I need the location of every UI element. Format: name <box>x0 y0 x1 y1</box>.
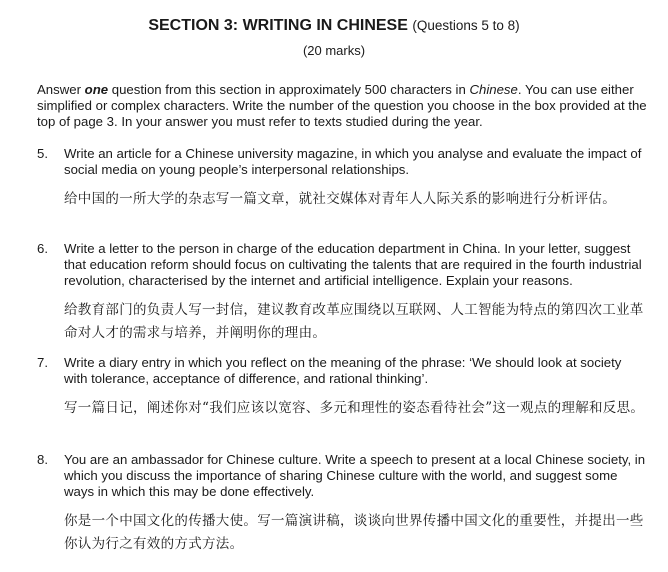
question-english-text: Write a diary entry in which you reflect on the meaning of the phrase: ‘We should look at society with tolerance, acceptance of difference, and rational thinking’. <box>64 355 622 386</box>
question-number: 8. <box>37 452 48 467</box>
question-chinese-text: 写一篇日记，阐述你对“我们应该以宽容、多元和理性的姿态看待社会”这一观点的理解和反思。 <box>64 400 645 416</box>
section-heading <box>0 16 668 36</box>
question-number: 5. <box>37 146 48 161</box>
section-instructions <box>37 82 647 130</box>
question-number: 7. <box>37 355 48 370</box>
instructions-text-2: question from this section in approximately 500 characters in <box>108 82 470 97</box>
question-7 <box>37 355 647 420</box>
question-chinese-text: 你是一个中国文化的传播大使。写一篇演讲稿，谈谈向世界传播中国文化的重要性，并提出一些你认为行之有效的方式方法。 <box>64 513 644 552</box>
instructions-language: Chinese <box>469 82 518 97</box>
section-marks: (20 marks) <box>302 43 366 58</box>
section-title: SECTION 3: WRITING IN CHINESE <box>148 17 408 34</box>
section-question-range: (Questions 5 to 8) <box>412 18 520 33</box>
question-6 <box>37 241 647 345</box>
question-english-text: You are an ambassador for Chinese culture. Write a speech to present at a local Chinese society, in which you discuss the importance of sharing Chinese culture with the world, and suggest some ways in which this may be done effectively. <box>64 452 646 499</box>
instructions-text-3: . You can use either simplified or complex characters. Write the number of the question you choose in the box provided at the top of page 3. In your answer you must refer to texts studied during the year. <box>37 82 647 129</box>
question-chinese-text: 给教育部门的负责人写一封信，建议教育改革应围绕以互联网、人工智能为特点的第四次工业革命对人才的需求与培养，并阐明你的理由。 <box>64 302 644 341</box>
question-number: 6. <box>37 241 48 256</box>
instructions-text-1: Answer <box>37 82 85 97</box>
instructions-emphasis: one <box>84 82 109 97</box>
question-8 <box>37 452 647 556</box>
question-english-text: Write a letter to the person in charge of the education department in China. In your letter, suggest that education reform should focus on cultivating the talents that are required in the fourth industrial revolution, characterised by the internet and artificial intelligence. Explain your reasons. <box>64 241 642 288</box>
question-5 <box>37 146 647 211</box>
question-english-text: Write an article for a Chinese university magazine, in which you analyse and evaluate the impact of social media on young people’s interpersonal relationships. <box>64 146 642 177</box>
question-chinese-text: 给中国的一所大学的杂志写一篇文章，就社交媒体对青年人人际关系的影响进行分析评估。 <box>64 191 616 207</box>
